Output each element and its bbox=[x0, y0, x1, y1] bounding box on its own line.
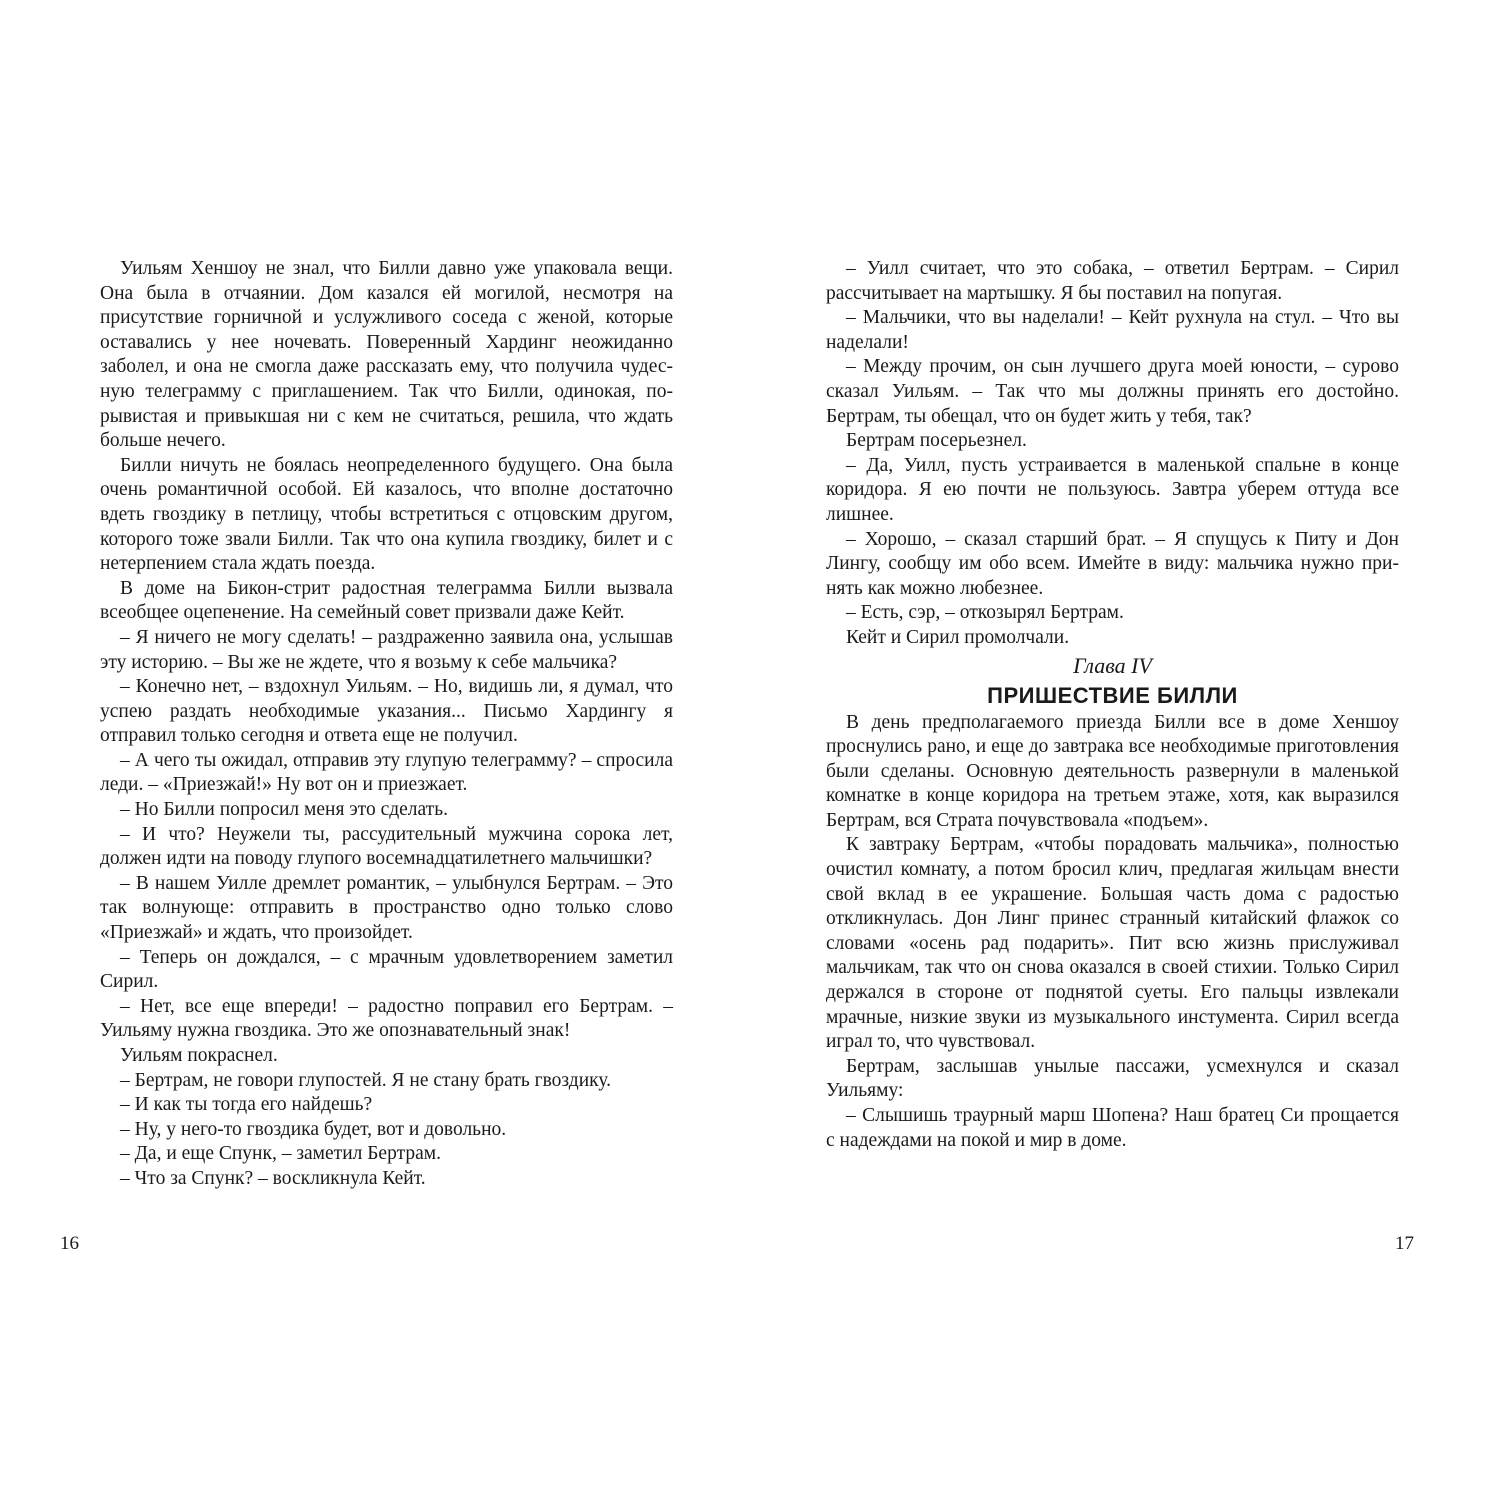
paragraph: К завтраку Бертрам, «чтобы порадовать мальчика», полностью очистил комнату, а потом бросил клич, предлагая жильцам внести свой вклад в ее украшение. Большая часть дома с радостью откликнулась. Дон Линг принес странный китайский флажок со словами «осень рад подарить». Пит всю жизнь прислуживал мальчикам, так что он снова оказался в своей стихии. Только Сирил держался в стороне от поднятой суеты. Его пальцы извлекали мрачные, низкие звуки из музыкального инстумента. Сирил всегда играл то, что чувствовал. bbox=[826, 834, 1399, 1053]
paragraph: – Слышишь траурный марш Шопена? Наш братец Си прощается с надеждами на покой и мир в доме. bbox=[826, 1105, 1399, 1151]
paragraph: – Хорошо, – сказал старший брат. – Я спущусь к Питу и Дон Лингу, сообщу им обо всем. Имейте в виду: мальчика нужно принять как можно любезнее. bbox=[826, 528, 1399, 599]
paragraph: – Но Билли попросил меня это сделать. bbox=[120, 799, 448, 821]
page-number-right: 17 bbox=[1395, 1233, 1414, 1254]
paragraph: Кейт и Сирил промолчали. bbox=[846, 626, 1070, 648]
paragraph: – Между прочим, он сын лучшего друга моей юности, – сурово сказал Уильям. – Так что мы должны принять его достойно. Бертрам, ты обещал, что он будет жить у тебя, так? bbox=[826, 356, 1399, 427]
paragraph: – И что? Неужели ты, рассудительный мужчина сорока лет, должен идти на поводу глупого восемнадцатилетнего мальчишки? bbox=[100, 823, 673, 870]
paragraph: – Теперь он дождался, – с мрачным удовлетворением заметил Сирил. bbox=[100, 946, 673, 993]
paragraph: – Конечно нет, – вздохнул Уильям. – Но, видишь ли, я думал, что успею раздать необходимые указания... Письмо Хардингу я отправил только сегодня и ответа еще не получил. bbox=[100, 676, 673, 747]
paragraph: – Да, и еще Спунк, – заметил Бертрам. bbox=[120, 1143, 441, 1165]
paragraph: – Бертрам, не говори глупостей. Я не стану брать гвоздику. bbox=[120, 1069, 612, 1091]
chapter-title: ПРИШЕСТВИЕ БИЛЛИ bbox=[987, 682, 1238, 708]
left-page bbox=[100, 257, 673, 1192]
paragraph: В день предполагаемого приезда Билли все в доме Хеншоу проснулись рано, и еще до завтрака все необходимые приготовления были сделаны. Основную деятельность развернули в маленькой комнатке в конце коридора на третьем этаже, хотя, как выразился Бертрам, вся Страта почувствовала «подъем». bbox=[826, 711, 1399, 831]
paragraph: Бертрам посерьезнел. bbox=[846, 430, 1027, 452]
paragraph: Уильям Хеншоу не знал, что Билли давно уже упаковала вещи. Она была в отчаянии. Дом казался ей могилой, несмотря на присутствие горничной и услужливого соседа с женой, которые оставались у нее ночевать. Поверенный Хардинг неожиданно заболел, и она не смогла даже рассказать ему, что получила чудесную телеграмму с приглашением. Так что Билли, одинокая, порывистая и привыкшая ни с кем не считаться, решила, что ждать больше нечего. bbox=[100, 258, 673, 452]
paragraph: – Мальчики, что вы наделали! – Кейт рухнула на стул. – Что вы наделали! bbox=[826, 307, 1399, 353]
chapter-label: Глава IV bbox=[1073, 652, 1152, 678]
paragraph: – Есть, сэр, – откозырял Бертрам. bbox=[846, 602, 1124, 624]
paragraph: Уильям покраснел. bbox=[120, 1045, 278, 1066]
paragraph: – Да, Уилл, пусть устраивается в маленькой спальне в конце коридора. Я ею почти не пользуюсь. Завтра уберем оттуда все лишнее. bbox=[826, 454, 1399, 525]
paragraph: Билли ничуть не боялась неопределенного будущего. Она была очень романтичной особой. Ей казалось, что вполне достаточно вдеть гвоздику в петлицу, чтобы встретиться с отцовским другом, которого тоже звали Билли. Так что она купила гвоздику, билет и с нетерпением стала ждать поезда. bbox=[100, 454, 673, 575]
paragraph: Бертрам, заслышав унылые пассажи, усмехнулся и сказал Уильяму: bbox=[826, 1055, 1399, 1102]
right-page bbox=[826, 257, 1399, 1153]
paragraph: В доме на Бикон-стрит радостная телеграмма Билли вызвала всеобщее оцепенение. На семейный совет призвали даже Кейт. bbox=[100, 577, 673, 624]
page-number-left: 16 bbox=[60, 1233, 79, 1254]
paragraph: – Ну, у него-то гвоздика будет, вот и довольно. bbox=[120, 1118, 507, 1140]
paragraph: – И как ты тогда его найдешь? bbox=[120, 1094, 373, 1116]
paragraph: – Нет, все еще впереди! – радостно поправил его Бертрам. – Уильяму нужна гвоздика. Это же опознавательный знак! bbox=[100, 995, 673, 1042]
paragraph: – Я ничего не могу сделать! – раздраженно заявила она, услышав эту историю. – Вы же не ждете, что я возьму к себе мальчика? bbox=[100, 626, 673, 673]
paragraph: – Уилл считает, что это собака, – ответил Бертрам. – Сирил рассчитывает на мартышку. Я бы поставил на попугая. bbox=[826, 258, 1399, 304]
paragraph: – Что за Спунк? – воскликнула Кейт. bbox=[120, 1167, 426, 1189]
paragraph: – А чего ты ожидал, отправив эту глупую телеграмму? – спросила леди. – «Приезжай!» Ну вот он и приезжает. bbox=[100, 749, 673, 796]
paragraph: – В нашем Уилле дремлет романтик, – улыбнулся Бертрам. – Это так волнующе: отправить в пространство одно только слово «Приезжай» и ждать, что произойдет. bbox=[100, 872, 673, 944]
